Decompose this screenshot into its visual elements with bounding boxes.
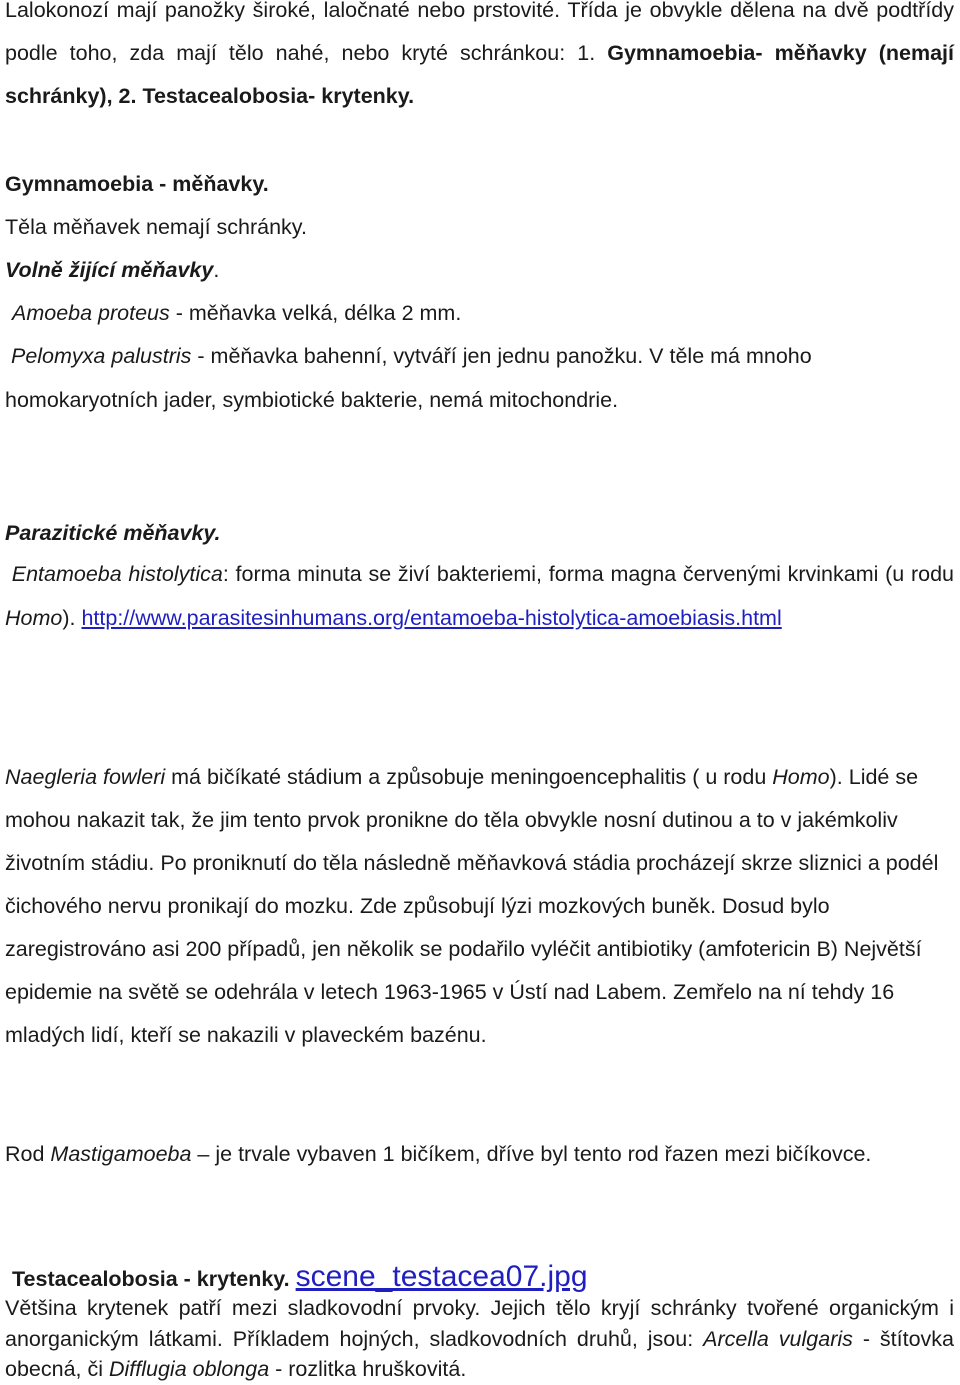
genus-name: Mastigamoeba [50, 1142, 192, 1166]
species-name: Pelomyxa palustris [10, 344, 192, 368]
term-gymnamoebia: Gymnamoebia [607, 41, 756, 65]
term-testacealobosia: Testacealobosia [142, 84, 309, 108]
intro-text-3: - krytenky. [308, 84, 415, 108]
species-name: Naegleria fowleri [5, 765, 166, 789]
entamoeba-paragraph: Entamoeba histolytica: forma minuta se živí bakteriemi, forma magna červenými krvinkami (u rodu Homo). http://www.parasitesinhumans.org/entamoeba-histolytica-amoebiasis.html [5, 562, 954, 630]
free-living-heading: Volně žijící měňavky. [5, 258, 220, 282]
mastigamoeba-paragraph: Rod Mastigamoeba – je trvale vybaven 1 bičíkem, dříve byl tento rod řazen mezi bičíkovce. [5, 1142, 872, 1166]
gymnamoebia-body: Těla měňavek nemají schránky. [5, 215, 307, 239]
species-name: Difflugia oblonga [108, 1357, 270, 1381]
parasites-in-humans-link[interactable]: http://www.parasitesinhumans.org/entamoeba-histolytica-amoebiasis.html [81, 605, 782, 630]
testacea-heading: Testacealobosia - krytenky. scene_testacea07.jpg [12, 1260, 588, 1293]
species-name: Entamoeba histolytica [11, 562, 223, 586]
intro-text-2: - měňavky (nemají schránky), 2. [5, 41, 954, 108]
species-name: Arcella vulgaris [703, 1326, 853, 1351]
species-name: Amoeba proteus [12, 301, 170, 325]
testacea-paragraph: Většina krytenek patří mezi sladkovodní prvoky. Jejich tělo kryjí schránky tvořené organickým i anorganickým látkami. Příkladem hojných, sladkovodních druhů, jsou: Arcella vulgaris - štítovka obecná, či Difflugia oblonga - rozlitka hruškovitá. [5, 1296, 955, 1381]
pelomyxa-paragraph: Pelomyxa palustris - měňavka bahenní, vytváří jen jednu panožku. V těle má mnoho homokaryotních jader, symbiotické bakterie, nemá mitochondrie. [5, 344, 812, 412]
naegleria-paragraph: Naegleria fowleri má bičíkaté stádium a způsobuje meningoencephalitis ( u rodu Homo). Lidé se mohou nakazit tak, že jim tento prvok pronikne do těla obvykle nosní dutinou a to v jakémkoliv životním stádiu. Po proniknutí do těla následně měňavková stádia procházejí skrze sliznici a podél čichového nervu pronikají do mozku. Zde způsobují lýzi mozkových buněk. Dosud bylo zaregistrováno asi 200 případů, jen několik se podařilo vyléčit antibiotiky (amfotericin B) Největší epidemie na světě se odehrála v letech 1963-1965 v Ústí nad Labem. Zemřelo na ní tehdy 16 mladých lidí, kteří se nakazili v plaveckém bazénu. [5, 765, 939, 1047]
intro-text: Lalokonozí mají panožky široké, laločnaté nebo prstovité. Třída je obvykle dělena na dvě podtřídy podle toho, zda mají tělo nahé, nebo kryté schránkou: 1. [5, 0, 954, 65]
gymnamoebia-heading: Gymnamoebia - měňavky. [5, 172, 269, 196]
amoeba-proteus-line: Amoeba proteus - měňavka velká, délka 2 mm. [12, 301, 462, 325]
testacea-image-link[interactable]: scene_testacea07.jpg [295, 1260, 588, 1293]
parasitic-heading: Parazitické měňavky. [5, 521, 221, 545]
intro-paragraph [5, 0, 954, 118]
